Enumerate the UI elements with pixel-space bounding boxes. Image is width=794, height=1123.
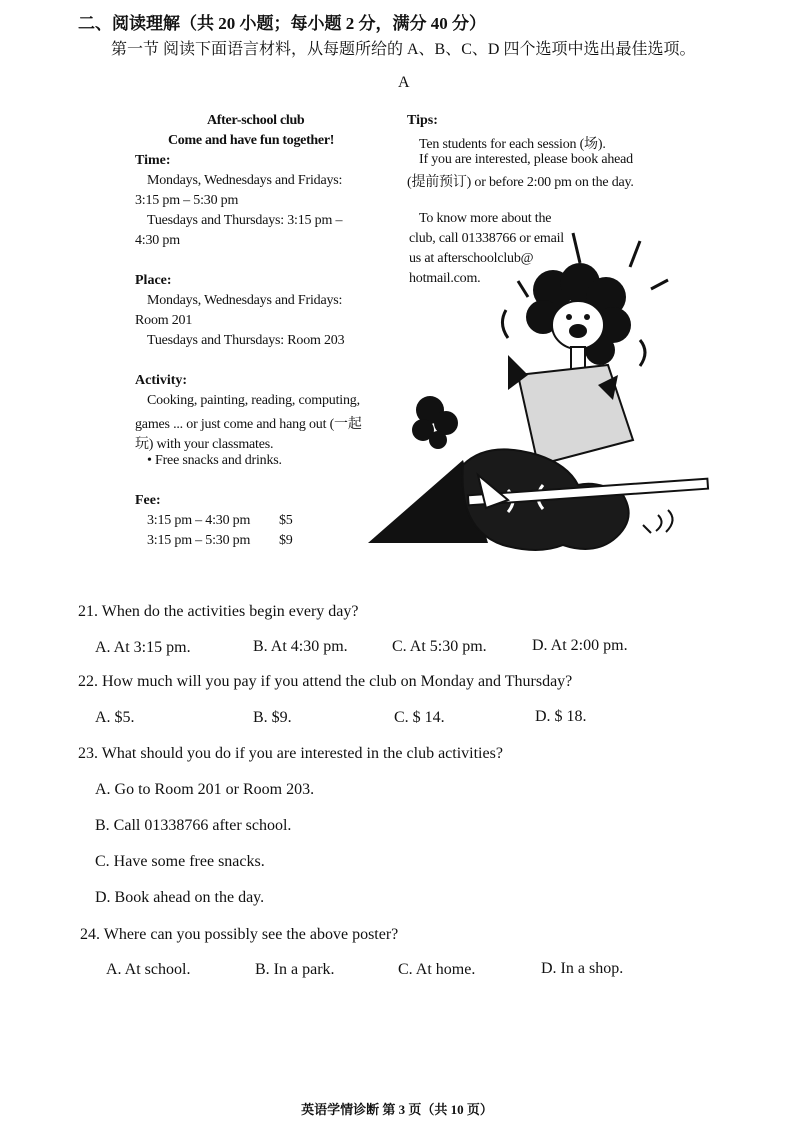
option-22-b[interactable]: B. $9. — [253, 709, 292, 726]
option-21-a[interactable]: A. At 3:15 pm. — [95, 639, 191, 656]
question-21: 21. When do the activities begin every day? — [78, 603, 359, 620]
question-23: 23. What should you do if you are interested in the club activities? — [78, 745, 503, 762]
section-instruction: 第一节 阅读下面语言材料，从每题所给的 A、B、C、D 四个选项中选出最佳选项。 — [111, 41, 696, 58]
page-footer: 英语学情诊断 第 3 页（共 10 页） — [301, 1102, 493, 1117]
place-line-2: Room 201 — [135, 313, 193, 328]
contact-line-3: us at afterschoolclub@ — [409, 251, 534, 266]
activity-line-2: games ... or just come and hang out (一起 — [135, 417, 362, 432]
option-22-d[interactable]: D. $ 18. — [535, 708, 587, 725]
tips-label: Tips: — [407, 113, 438, 128]
poster-title: After-school club — [207, 113, 305, 128]
contact-line-4: hotmail.com. — [409, 271, 481, 286]
fee-row-1-price: $5 — [279, 513, 293, 528]
place-line-1: Mondays, Wednesdays and Fridays: — [147, 293, 343, 308]
sound-marks — [643, 510, 673, 533]
option-21-b[interactable]: B. At 4:30 pm. — [253, 638, 348, 655]
cello-player-illustration — [368, 225, 718, 555]
question-22: 22. How much will you pay if you attend the club on Monday and Thursday? — [78, 673, 573, 690]
tips-line-1: Ten students for each session (场). — [419, 137, 606, 152]
section-heading: 二、阅读理解（共 20 小题；每小题 2 分，满分 40 分） — [78, 14, 486, 33]
option-23-a[interactable]: A. Go to Room 201 or Room 203. — [95, 781, 315, 798]
fee-row-2-time: 3:15 pm – 5:30 pm — [147, 533, 251, 548]
time-line-2: 3:15 pm – 5:30 pm — [135, 193, 239, 208]
activity-line-1: Cooking, painting, reading, computing, — [147, 393, 360, 408]
fee-label: Fee: — [135, 493, 161, 508]
tips-line-2: If you are interested, please book ahead — [419, 152, 633, 167]
activity-label: Activity: — [135, 373, 188, 388]
option-24-b[interactable]: B. In a park. — [255, 961, 335, 978]
tips-line-3: (提前预订) or before 2:00 pm on the day. — [407, 175, 634, 190]
question-24: 24. Where can you possibly see the above poster? — [80, 926, 399, 943]
activity-line-3: 玩) with your classmates. — [135, 437, 274, 452]
fee-row-2-price: $9 — [279, 533, 293, 548]
place-line-3: Tuesdays and Thursdays: Room 203 — [147, 333, 345, 348]
poster-subtitle: Come and have fun together! — [168, 133, 335, 148]
option-22-c[interactable]: C. $ 14. — [394, 709, 445, 726]
option-24-a[interactable]: A. At school. — [106, 961, 191, 978]
contact-line-2: club, call 01338766 or email — [409, 231, 564, 246]
ink-splat — [412, 396, 458, 449]
option-22-a[interactable]: A. $5. — [95, 709, 135, 726]
option-24-d[interactable]: D. In a shop. — [541, 960, 624, 977]
option-23-d[interactable]: D. Book ahead on the day. — [95, 889, 265, 906]
option-21-d[interactable]: D. At 2:00 pm. — [532, 637, 628, 654]
mouth — [569, 324, 587, 338]
time-line-1: Mondays, Wednesdays and Fridays: — [147, 173, 343, 188]
option-24-c[interactable]: C. At home. — [398, 961, 476, 978]
time-line-4: 4:30 pm — [135, 233, 180, 248]
option-21-c[interactable]: C. At 5:30 pm. — [392, 638, 487, 655]
passage-letter: A — [398, 74, 410, 91]
activity-line-4: • Free snacks and drinks. — [147, 453, 282, 468]
place-label: Place: — [135, 273, 172, 288]
time-label: Time: — [135, 153, 171, 168]
option-23-b[interactable]: B. Call 01338766 after school. — [95, 817, 292, 834]
option-23-c[interactable]: C. Have some free snacks. — [95, 853, 265, 870]
contact-line-1: To know more about the — [419, 211, 552, 226]
time-line-3: Tuesdays and Thursdays: 3:15 pm – — [147, 213, 343, 228]
fee-row-1-time: 3:15 pm – 4:30 pm — [147, 513, 251, 528]
